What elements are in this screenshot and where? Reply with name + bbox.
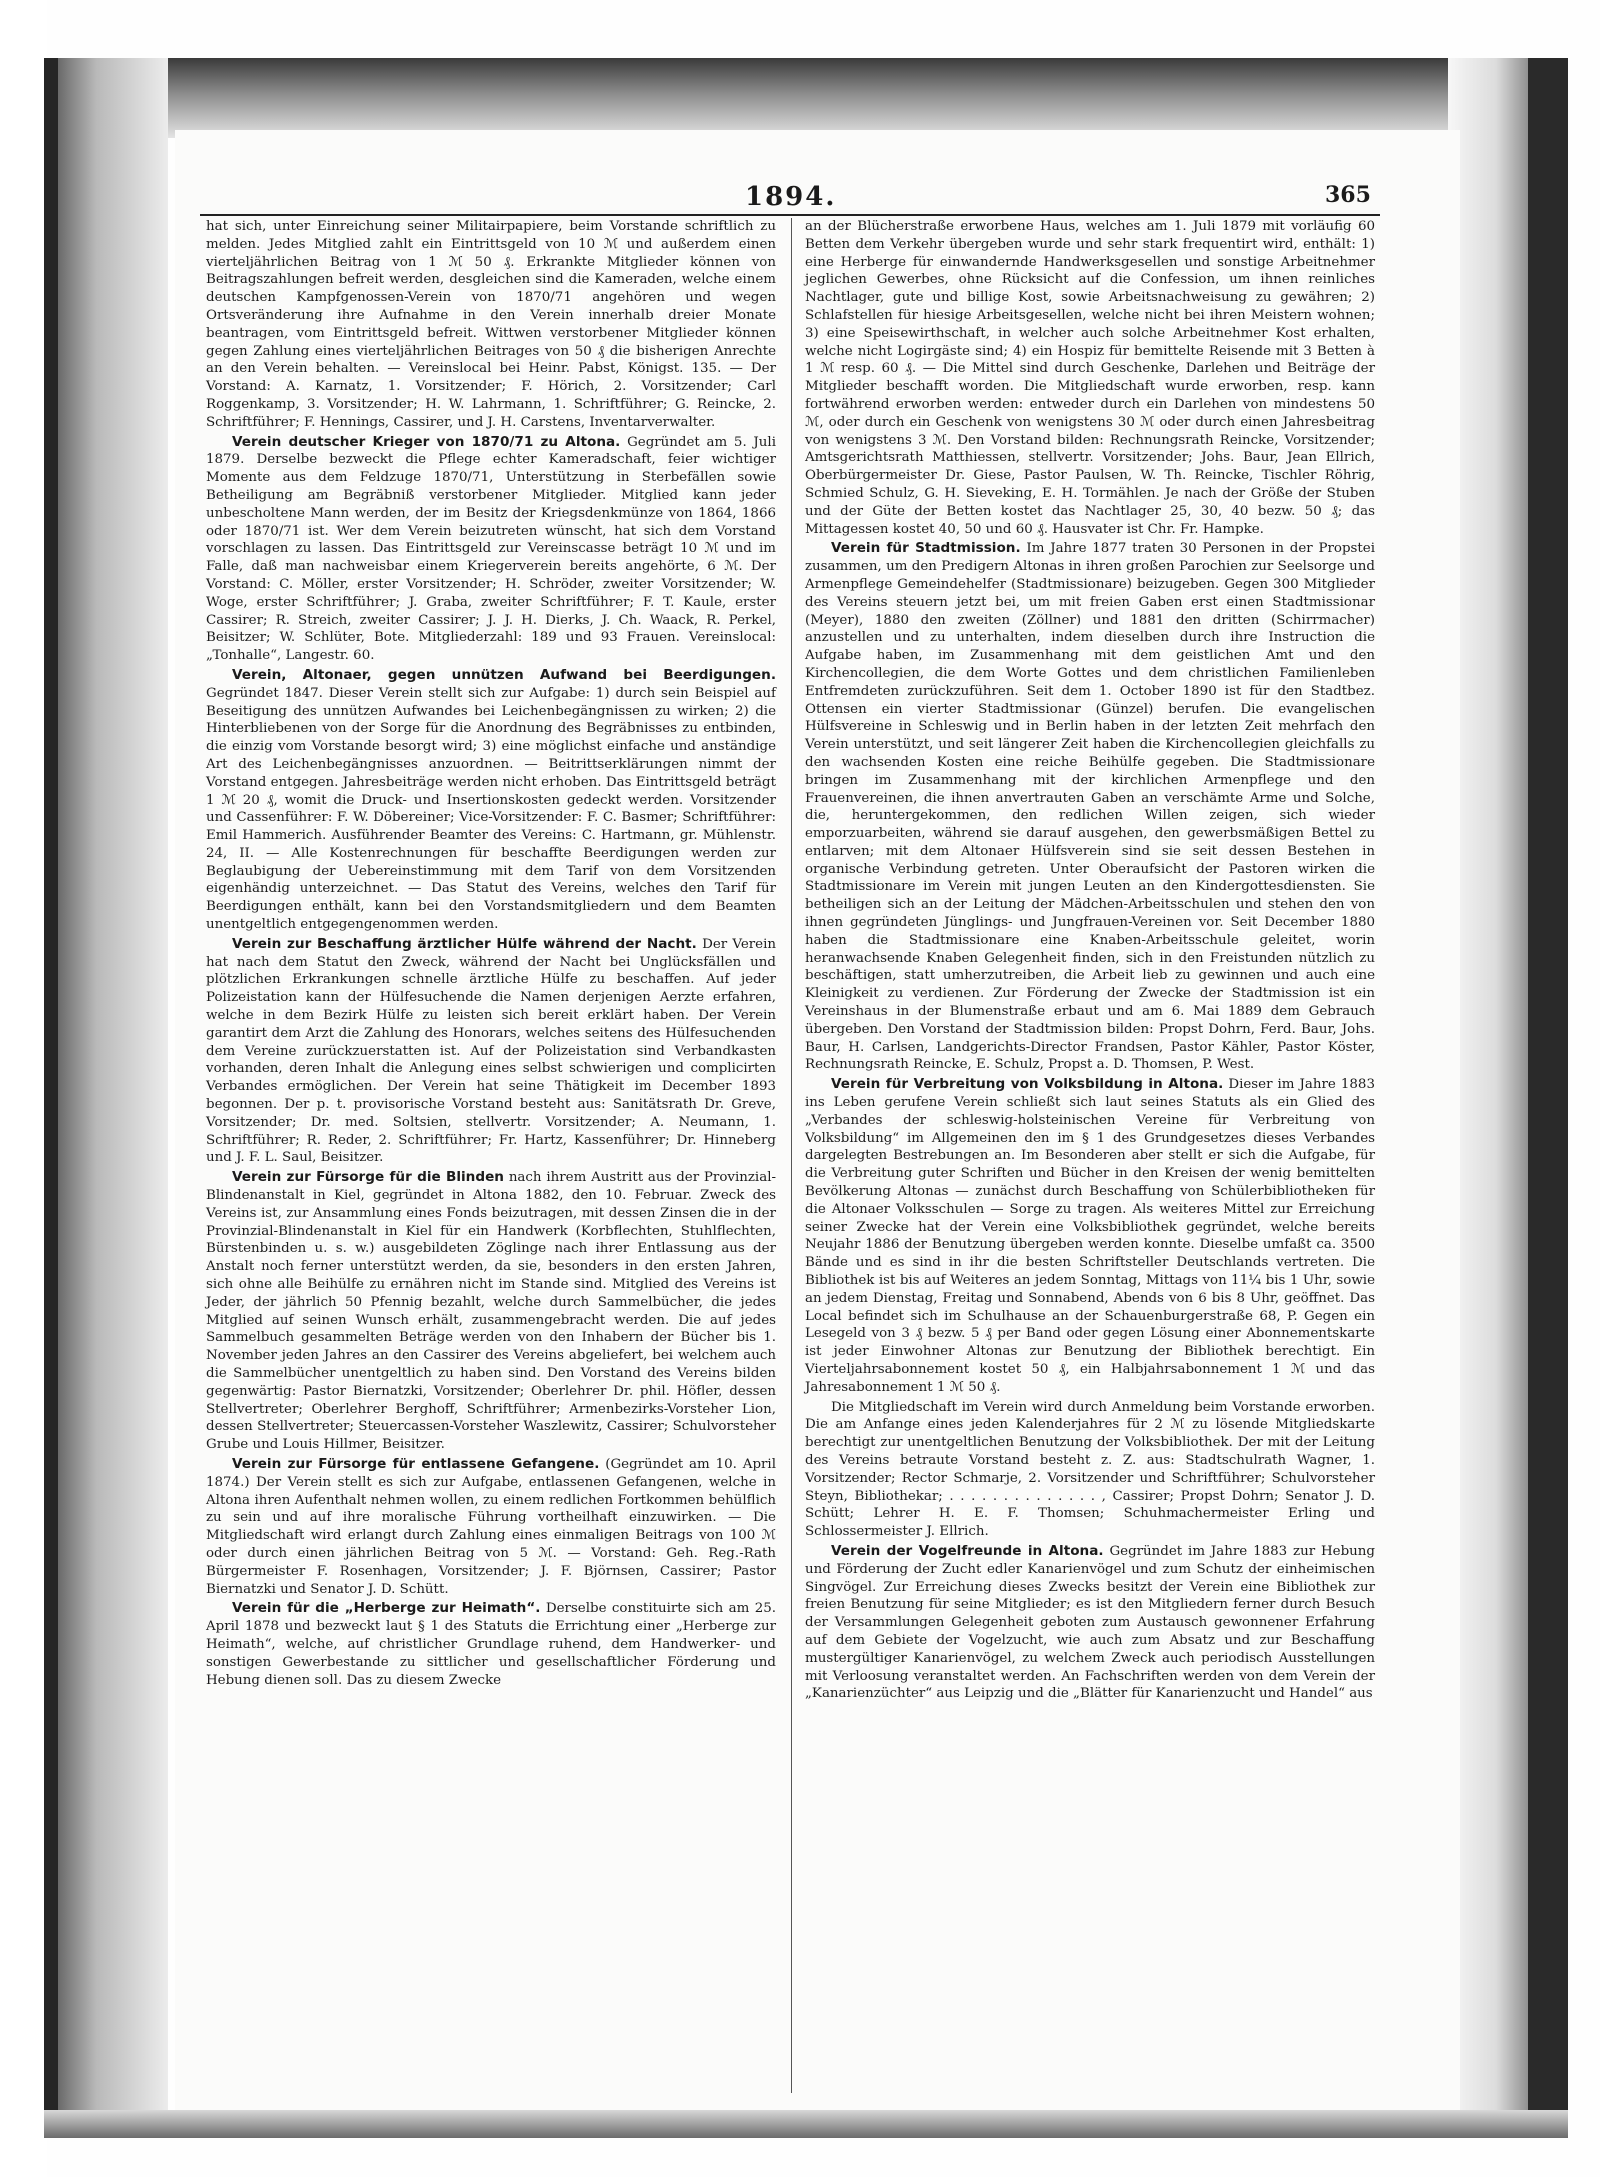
entry-continuation xyxy=(206,218,776,432)
entry-text: Derselbe constituirte sich am 25. April 1878 und bezweckt laut § 1 des Statuts die Errichtung einer „Herberge zur Heimath“, welche, auf christlicher Grundlage ruhend, dem Handwerker- und sonstigen Gewerbestande zu sittlicher und gesellschaftlicher Förderung und Hebung dienen soll. Das zu diesem Zwecke xyxy=(206,1601,776,1688)
entry-text: (Gegründet am 10. April 1874.) Der Verein stellt es sich zur Aufgabe, entlassenen Gefangenen, welche in Altona ihren Aufenthalt nehmen wollen, zu einem redlichen Fortkommen behülflich zu sein und auf ihre moralische Führung vortheilhaft einzuwirken. — Die Mitgliedschaft wird erlangt durch Zahlung eines einmaligen Beitrags von 100 ℳ oder durch einen jährlichen Beitrag von 5 ℳ. — Vorstand: Geh. Reg.-Rath Bürgermeister F. Rosenhagen, Vorsitzender; J. F. Björnsen, Cassirer; Pastor Biernatzki und Senator J. D. Schütt. xyxy=(206,1456,776,1597)
entry-continuation xyxy=(805,218,1375,538)
scan-margin-left xyxy=(0,0,47,2177)
entry-heading: Verein zur Beschaffung ärztlicher Hülfe während der Nacht. xyxy=(232,935,697,952)
page-year-header: 1894. xyxy=(745,182,837,212)
entry-text: Dieser im Jahre 1883 ins Leben gerufene Verein schließt sich laut seines Statuts als ein Glied des „Verbandes der schleswig-holsteinischen Vereine für Verbreitung von Volksbildung“ im Allgemeinen den im § 1 des Grundgesetzes dieses Verbandes dargelegten Bestrebungen an. Im Besonderen aber stellt er sich die Aufgabe, für die Verbreitung guter Schriften und Bücher in den Kreisen der wenig bemittelten Bevölkerung Altonas — zunächst durch Beschaffung von Schülerbibliotheken für die Altonaer Volksschulen — Sorge zu tragen. Als weiteres Mittel zur Erreichung seiner Zwecke hat der Verein eine Volksbibliothek gegründet, welche bereits Neujahr 1886 der Benutzung übergeben werden konnte. Dieselbe umfaßt ca. 3500 Bände und es sind in ihr die besten Schriftsteller Deutschlands vertreten. Die Bibliothek ist bis auf Weiteres an jedem Sonntag, Mittags von 11¼ bis 1 Uhr, sowie an jedem Dienstag, Freitag und Sonnabend, Abends von 6 bis 8 Uhr, geöffnet. Das Local befindet sich im Schulhause an der Schauenburgerstraße 68, P. Gegen ein Lesegeld von 3 ₰ bezw. 5 ₰ per Band oder gegen Lösung einer Abonnementskarte ist jeder Einwohner Altonas zur Benutzung der Bibliothek berechtigt. Ein Vierteljahrsabonnement kostet 50 ₰, ein Halbjahrsabonnement 1 ℳ und das Jahresabonnement 1 ℳ 50 ₰. xyxy=(805,1077,1375,1395)
entry-heading: Verein der Vogelfreunde in Altona. xyxy=(831,1542,1104,1559)
entry-volksbildung-mitgliedschaft xyxy=(805,1399,1375,1541)
entry-blinden xyxy=(206,1169,776,1454)
entry-heading: Verein zur Fürsorge für die Blinden xyxy=(232,1169,504,1186)
header-rule xyxy=(200,214,1380,216)
right-column xyxy=(805,218,1375,1705)
scan-edge-right xyxy=(1528,58,1568,2138)
entry-kriegerverein xyxy=(206,434,776,665)
entry-text: Gegründet im Jahre 1883 zur Hebung und Förderung der Zucht edler Kanarienvögel und zum Schutz der einheimischen Singvögel. Zur Erreichung dieses Zwecks besitzt der Verein eine Bibliothek zur freien Benutzung für seine Mitglieder; es ist den Mitgliedern ferner durch Besuch der Versammlungen Gelegenheit geboten zum Austausch gewonnener Erfahrung auf dem Gebiete der Vogelzucht, wie auch zum Absatz und zur Beschaffung mustergültiger Kanarienvögel, zu welchem Zweck auch periodisch Ausstellungen mit Verloosung veranstaltet werden. An Fachschriften werden von dem Verein der „Kanarienzüchter“ aus Leipzig und die „Blätter für Kanarienzucht und Handel“ aus xyxy=(805,1543,1375,1702)
entry-volksbildung xyxy=(805,1076,1375,1396)
scan-shadow-top xyxy=(44,58,1568,138)
entry-text: Der Verein hat nach dem Statut den Zweck, während der Nacht bei Unglücksfällen und plötzlichen Erkrankungen schnelle ärztliche Hülfe zu beschaffen. Auf jeder Polizeistation kann der Hülfesuchende die Namen derjenigen Aerzte erfahren, welche in dem Bezirk Hülfe zu leisten sich bereit erklärt haben. Der Verein garantirt dem Arzt die Zahlung des Honorars, welches seitens des Hülfesuchenden dem Vereine zurückzuerstatten ist. Auf der Polizeistation sind Verbandkasten vorhanden, deren Inhalt die Anlegung eines selbst schwierigen und complicirten Verbandes ermöglichen. Der Verein hat seine Thätigkeit im December 1893 begonnen. Der p. t. provisorische Vorstand besteht aus: Sanitätsrath Dr. Greve, Vorsitzender; Dr. med. Soltsien, stellvertr. Vorsitzender; A. Neumann, 1. Schriftführer; R. Reder, 2. Schriftführer; Fr. Hartz, Kassenführer; Dr. Hinneberg und J. F. L. Saul, Beisitzer. xyxy=(206,936,776,1166)
scan-shadow-bottom xyxy=(44,2110,1568,2138)
entry-text: Im Jahre 1877 traten 30 Personen in der Propstei zusammen, um den Predigern Altonas in ihren großen Parochien zur Seelsorge und Armenpflege Gemeindehelfer (Stadtmissionare) beizugeben. Gegen 300 Mitglieder des Vereins steuern jetzt bei, um mit freien Gaben erst einen Stadtmissionar (Meyer), 1880 den zweiten (Zöllner) und 1881 den dritten (Schirrmacher) anzustellen und zu unterhalten, indem dieselben durch ihre Instruction die Aufgabe haben, im Zusammenhang mit dem geistlichen Amt und den Kirchencollegien, die dem Worte Gottes und dem christlichen Familienleben Entfremdeten zurückzuführen. Seit dem 1. October 1890 ist für den Stadtbez. Ottensen ein vierter Stadtmissionar (Günzel) berufen. Die evangelischen Hülfsvereine in Schleswig und in Berlin haben in der letzten Zeit mehrfach den Verein unterstützt, und seit längerer Zeit haben die Kirchencollegien gleichfalls zu den wachsenden Kosten eine reiche Beihülfe gegeben. Die Stadtmissionare bringen im Zusammenhang mit der kirchlichen Armenpflege und den Frauenvereinen, die ihnen anvertrauten Gaben an verschämte Arme und Solche, die, heruntergekommen, den redlichen Willen zeigen, sich wieder emporzuarbeiten, während sie darauf ausgehen, den gewerbsmäßigen Bettel zu entlarven; mit dem Altonaer Hülfsverein sind sie seit dessen Bestehen in organische Verbindung getreten. Unter Oberaufsicht der Pastoren wirken die Stadtmissionare im Verein mit jungen Leuten an den Kindergottesdiensten. Sie betheiligen sich an der Leitung der Mädchen-Arbeitsschulen und stehen den von ihnen gegründeten Jünglings- und Jungfrauen-Vereinen vor. Seit December 1880 haben die Stadtmissionare eine Knaben-Arbeitsschule geleitet, worin heranwachsende Knaben Gelegenheit finden, sich in den Freistunden nützlich zu beschäftigen, statt umherzutreiben, die Arbeit lieb zu gewinnen und auch eine Kleinigkeit zu verdienen. Zur Förderung der Zwecke der Stadtmission ist ein Vereinshaus in der Blumenstraße erbaut und am 6. Mai 1889 dem Gebrauch übergeben. Den Vorstand der Stadtmission bilden: Propst Dohrn, Ferd. Baur, Johs. Baur, H. Carlsen, Landgerichts-Director Frandsen, Pastor Kähler, Pastor Köster, Rechnungsrath Reincke, E. Schulz, Propst a. D. Thomsen, P. West. xyxy=(805,541,1375,1073)
entry-text: nach ihrem Austritt aus der Provinzial-Blindenanstalt in Kiel, gegründet in Altona 1882, den 10. Februar. Zweck des Vereins ist, zur Ansammlung eines Fonds beizutragen, mit dessen Zinsen die in der Provinzial-Blindenanstalt in Kiel für ein Handwerk (Korbflechten, Stuhlflechten, Bürstenbinden u. s. w.) ausgebildeten Zöglinge nach ihrer Entlassung aus der Anstalt noch ferner unterstützt werden, da sie, besonders in den ersten Jahren, sich ohne alle Beihülfe zu ernähren nicht im Stande sind. Mitglied des Vereins ist Jeder, der jährlich 50 Pfennig bezahlt, welche durch Sammelbücher, die jedes Mitglied auf seinen Wunsch erhält, zusammengebracht werden. Die auf jedes Sammelbuch gesammelten Beträge werden von den Inhabern der Bücher bis 1. November jeden Jahres an den Cassirer des Vereins abgeliefert, bei welchem auch die Sammelbücher unentgeltlich zu haben sind. Den Vorstand des Vereins bilden gegenwärtig: Pastor Biernatzki, Vorsitzender; Oberlehrer Dr. phil. Höfler, dessen Stellvertreter; Oberlehrer Berghoff, Schriftführer; Armenbezirks-Vorsteher Lion, dessen Stellvertreter; Steuercassen-Vorsteher Waszlewitz, Cassirer; Schulvorsteher Grube und Louis Hillmer, Beisitzer. xyxy=(206,1170,776,1453)
entry-vogelfreunde xyxy=(805,1543,1375,1703)
entry-stadtmission xyxy=(805,540,1375,1074)
entry-herberge xyxy=(206,1600,776,1689)
entry-heading: Verein für Verbreitung von Volksbildung in Altona. xyxy=(831,1076,1224,1093)
page-number: 365 xyxy=(1325,182,1371,208)
entry-gefangene xyxy=(206,1456,776,1598)
entry-heading: Verein für Stadtmission. xyxy=(831,540,1021,557)
entry-text: an der Blücherstraße erworbene Haus, welches am 1. Juli 1879 mit vorläufig 60 Betten dem Verkehr übergeben wurde und sehr stark frequentirt wird, enthält: 1) eine Herberge für einwandernde Handwerksgesellen und sonstige Arbeitnehmer jeglichen Gewerbes, ohne Rücksicht auf die Confession, um ihnen reinliches Nachtlager, gute und billige Kost, sowie Arbeitsnachweisung zu gewähren; 2) Schlafstellen für hiesige Arbeitsgesellen, welche nicht bei ihren Meistern wohnen; 3) eine Speisewirthschaft, in welcher auch solche Arbeitnehmer Kost erhalten, welche nicht Logirgäste sind; 4) ein Hospiz für bemittelte Reisende mit 3 Betten à 1 ℳ resp. 60 ₰. — Die Mittel sind durch Geschenke, Darlehen und Beiträge der Mitglieder beschafft worden. Die Mitgliedschaft wurde erworben, resp. kann fortwährend erworben werden: entweder durch ein Darlehen von mindestens 50 ℳ, oder durch ein Geschenk von wenigstens 30 ℳ oder durch einen Jahresbeitrag von wenigstens 3 ℳ. Den Vorstand bilden: Rechnungsrath Reincke, Vorsitzender; Amtsgerichtsrath Matthiessen, stellvertr. Vorsitzender; Johs. Baur, Jean Ellrich, Oberbürgermeister Dr. Giese, Pastor Paulsen, W. Th. Reincke, Tischler Röhrig, Schmied Schulz, G. H. Sieveking, E. H. Tormählen. Je nach der Größe der Stuben und der Güte der Betten kostet das Nachtlager 25, 30, 40 bezw. 50 ₰; das Mittagessen kostet 40, 50 und 60 ₰. Hausvater ist Chr. Fr. Hampke. xyxy=(805,219,1375,537)
entry-heading: Verein zur Fürsorge für entlassene Gefangene. xyxy=(232,1455,600,1472)
entry-text: Gegründet 1847. Dieser Verein stellt sich zur Aufgabe: 1) durch sein Beispiel auf Beseitigung des unnützen Aufwandes bei Leichenbegängnissen zu wirken; 2) die Hinterbliebenen von der Sorge für die Anordnung des Begräbnisses zu entbinden, die einzig vom Vorstande besorgt wird; 3) eine möglichst einfache und anständige Art des Leichenbegängnisses anzuordnen. — Beitrittserklärungen nimmt der Vorstand entgegen. Jahresbeiträge werden nicht erhoben. Das Eintrittsgeld beträgt 1 ℳ 20 ₰, womit die Druck- und Insertionskosten gedeckt werden. Vorsitzender und Cassenführer: F. W. Döbereiner; Vice-Vorsitzender: F. C. Basmer; Schriftführer: Emil Hammerich. Ausführender Beamter des Vereins: C. Hartmann, gr. Mühlenstr. 24, II. — Alle Kostenrechnungen für beschaffte Beerdigungen werden zur Beglaubigung der Uebereinstimmung mit dem Tarif von dem Vorsitzenden eigenhändig unterzeichnet. — Das Statut des Vereins, welches den Tarif für Beerdigungen enthält, kann bei den Vorstandsmitgliedern und dem Beamten unentgeltlich entgegengenommen werden. xyxy=(206,685,776,933)
entry-text: Gegründet am 5. Juli 1879. Derselbe bezweckt die Pflege echter Kameradschaft, feier wichtiger Momente aus dem Feldzuge 1870/71, Unterstützung in Sterbefällen sowie Betheiligung am Begräbniß verstorbener Mitglieder. Mitglied kann jeder unbescholtene Mann werden, der im Besitz der Kriegsdenkmünze von 1864, 1866 oder 1870/71 ist. Wer dem Verein beizutreten wünscht, hat sich dem Vorstand vorschlagen zu lassen. Das Eintrittsgeld zur Vereinscasse beträgt 10 ℳ und im Falle, daß man nachweisbar einem Kriegerverein bereits angehörte, 6 ℳ. Der Vorstand: C. Möller, erster Vorsitzender; H. Schröder, zweiter Vorsitzender; W. Woge, erster Schriftführer; J. Graba, zweiter Schriftführer; F. T. Kaule, erster Cassirer; R. Streich, zweiter Cassirer; J. J. H. Dierks, J. Ch. Waack, R. Perkel, Beisitzer; W. Schlüter, Bote. Mitgliederzahl: 189 und 93 Frauen. Vereinslocal: „Tonhalle“, Langestr. 60. xyxy=(206,434,776,664)
left-column xyxy=(206,218,776,1691)
entry-heading: Verein für die „Herberge zur Heimath“. xyxy=(232,1600,541,1617)
entry-beerdigungen xyxy=(206,667,776,934)
entry-heading: Verein, Altonaer, gegen unnützen Aufwand bei Beerdigungen. xyxy=(232,666,776,683)
book-spine xyxy=(44,58,58,2138)
column-divider xyxy=(791,218,792,2093)
entry-heading: Verein deutscher Krieger von 1870/71 zu Altona. xyxy=(232,433,621,450)
entry-text: Die Mitgliedschaft im Verein wird durch Anmeldung beim Vorstande erworben. Die am Anfange eines jeden Kalenderjahres für 2 ℳ zu lösende Mitgliedskarte berechtigt zur unentgeltlichen Benutzung der Volksbibliothek. Der mit der Leitung des Vereins betraute Vorstand besteht z. Z. aus: Stadtschulrath Wagner, 1. Vorsitzender; Rector Schmarje, 2. Vorsitzender und Schriftführer; Schulvorsteher Steyn, Bibliothekar; . . . . . . . . . . . . . . , Cassirer; Propst Dohrn; Senator J. D. Schütt; Lehrer H. E. F. Thomsen; Schuhmachermeister Erling und Schlossermeister J. Ellrich. xyxy=(805,1399,1375,1540)
entry-aerztliche-huelfe xyxy=(206,936,776,1167)
entry-text: hat sich, unter Einreichung seiner Militairpapiere, beim Vorstande schriftlich zu melden. Jedes Mitglied zahlt ein Eintrittsgeld von 10 ℳ und außerdem einen vierteljährlichen Beitrag von 1 ℳ 50 ₰. Erkrankte Mitglieder können von Beitragszahlungen befreit werden, desgleichen sind die Kameraden, welche einem deutschen Kampfgenossen-Verein von 1870/71 angehören und wegen Ortsveränderung ihre Aufnahme in den Verein innerhalb dreier Monate beantragen, vom Eintrittsgeld befreit. Wittwen verstorbener Mitglieder können gegen Zahlung eines vierteljährlichen Beitrages von 50 ₰ die bisherigen Anrechte an den Verein behalten. — Vereinslocal bei Heinr. Pabst, Königst. 135. — Der Vorstand: A. Karnatz, 1. Vorsitzender; F. Hörich, 2. Vorsitzender; Carl Roggenkamp, 3. Vorsitzender; H. W. Lahrmann, 1. Schriftführer; G. Reincke, 2. Schriftführer; F. Hennings, Cassirer, und J. H. Carstens, Inventarverwalter. xyxy=(206,219,776,430)
spine-shadow xyxy=(58,58,168,2138)
